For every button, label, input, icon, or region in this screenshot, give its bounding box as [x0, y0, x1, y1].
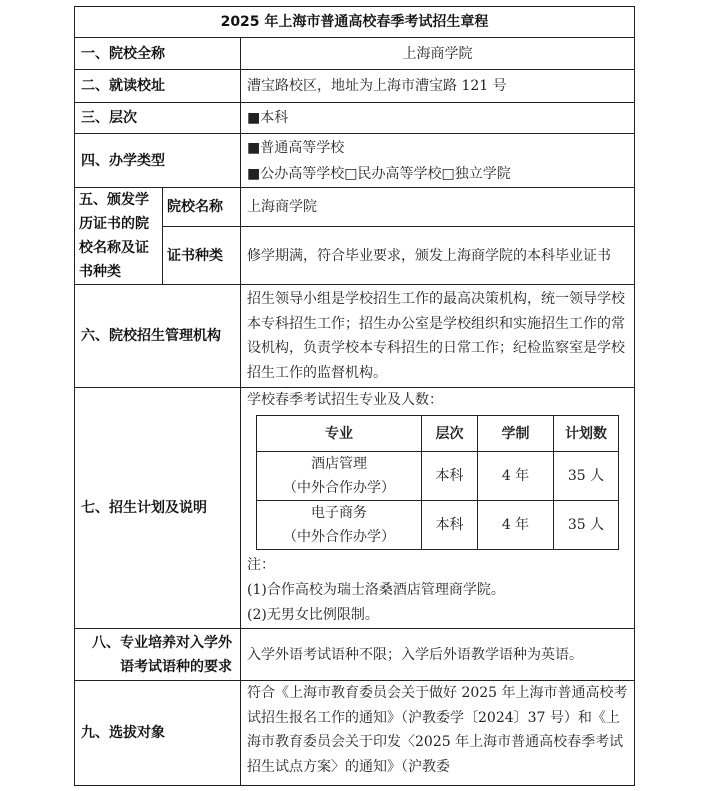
row-management [75, 285, 635, 388]
cert-type-label: 证书种类 [163, 227, 241, 285]
type-independent: 独立学院 [454, 165, 511, 182]
management-value: 招生领导小组是学校招生工作的最高决策机构，统一领导学校本专科招生工作；招生办公室是学校组织和实施招生工作的常设机构，负责学校本专科招生的日常工作；纪检监察室是学校招生工作的监督机构。 [241, 285, 635, 388]
row-school-name [75, 38, 635, 70]
major-level: 本科 [422, 501, 478, 550]
cert-label: 五、颁发学历证书的院校名称及证书种类 [75, 188, 163, 285]
plan-label: 七、招生计划及说明 [75, 388, 241, 629]
level-label: 三、层次 [75, 103, 241, 134]
checked-box-icon: ■ [247, 165, 261, 182]
cert-type-value: 修学期满，符合毕业要求，颁发上海商学院的本科毕业证书 [241, 227, 635, 285]
major-name: 酒店管理 [311, 456, 367, 472]
document-title: 2025 年上海市普通高校春季考试招生章程 [75, 7, 635, 38]
language-value: 入学外语考试语种不限；入学后外语教学语种为英语。 [241, 629, 635, 681]
plan-value [241, 388, 635, 629]
school-type-label: 四、办学类型 [75, 134, 241, 188]
row-selection [75, 681, 635, 786]
plan-intro: 学校春季考试招生专业及人数： [247, 392, 443, 408]
note-item: (2)无男女比例限制。 [247, 607, 379, 623]
row-level [75, 103, 635, 134]
major-name: 电子商务 [311, 505, 367, 521]
row-plan [75, 388, 635, 629]
table-row [257, 501, 619, 550]
table-row [257, 452, 619, 501]
major-count: 35 人 [554, 452, 619, 501]
note-title: 注： [247, 557, 275, 573]
majors-header-row [257, 416, 619, 452]
major-years: 4 年 [478, 501, 554, 550]
header-years: 学制 [478, 416, 554, 452]
school-type-value [241, 134, 635, 188]
major-note: （中外合作办学） [283, 480, 395, 496]
school-name-value: 上海商学院 [241, 38, 635, 70]
management-label: 六、院校招生管理机构 [75, 285, 241, 388]
checked-box-icon: ■ [247, 110, 261, 126]
type-private: 民办高等学校 [357, 165, 442, 182]
cert-name-value: 上海商学院 [241, 188, 635, 227]
language-label: 八、专业培养对入学外语考试语种的要求 [75, 629, 241, 681]
level-text: 本科 [260, 110, 289, 126]
row-school-type [75, 134, 635, 188]
majors-table [256, 415, 619, 550]
header-count: 计划数 [554, 416, 619, 452]
checked-box-icon: ■ [247, 139, 261, 156]
type-public: 公办高等学校 [260, 165, 345, 182]
row-language [75, 629, 635, 681]
major-level: 本科 [422, 452, 478, 501]
major-count: 35 人 [554, 501, 619, 550]
school-name-label: 一、院校全称 [75, 38, 241, 70]
row-campus [75, 70, 635, 103]
unchecked-box-icon: □ [344, 165, 358, 182]
campus-label: 二、就读校址 [75, 70, 241, 103]
level-value [241, 103, 635, 134]
header-major: 专业 [257, 416, 422, 452]
note-item: (1)合作高校为瑞士洛桑酒店管理商学院。 [247, 582, 505, 598]
unchecked-box-icon: □ [441, 165, 455, 182]
cert-name-label: 院校名称 [163, 188, 241, 227]
header-level: 层次 [422, 416, 478, 452]
row-cert-name [75, 188, 635, 227]
major-note: （中外合作办学） [283, 529, 395, 545]
admission-charter-table [74, 6, 635, 786]
type-general: 普通高等学校 [260, 139, 345, 156]
major-years: 4 年 [478, 452, 554, 501]
selection-text: 符合《上海市教育委员会关于做好 2025 年上海市普通高校考试招生报名工作的通知》（沪教委学〔2024〕37 号）和《上海市教育委员会关于印发〈2025 年上海市普通高校春季考试招生试点方案〉的通知》（沪教委 [247, 685, 628, 775]
campus-value: 漕宝路校区，地址为上海市漕宝路 121 号 [241, 70, 635, 103]
selection-label: 九、选拔对象 [75, 681, 241, 786]
selection-value [241, 681, 635, 786]
